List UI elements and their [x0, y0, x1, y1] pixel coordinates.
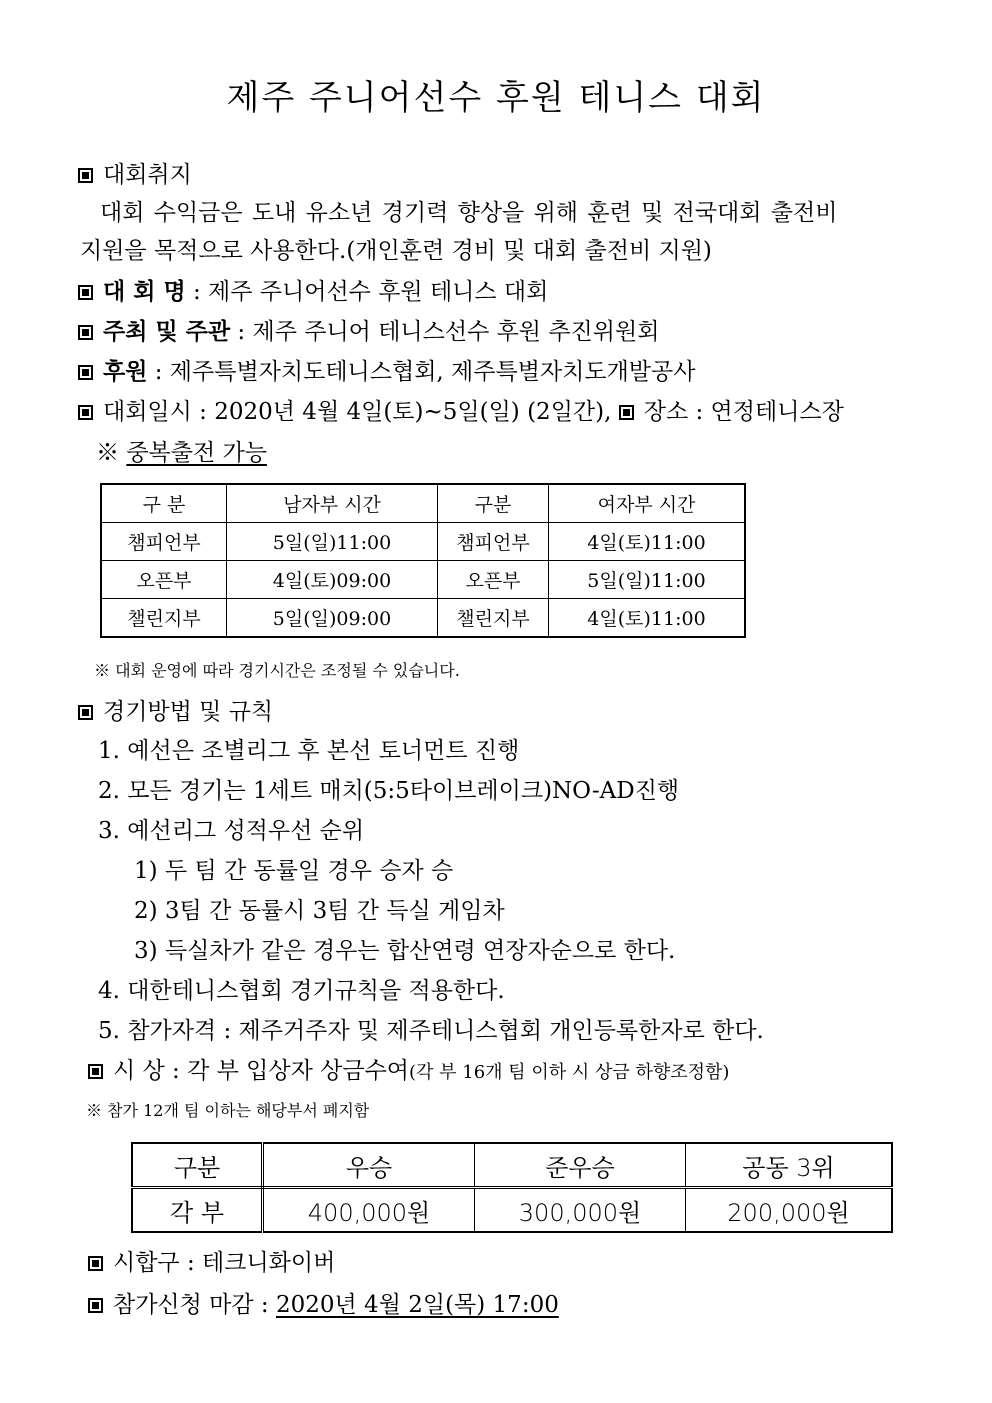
- name-row: 대 회 명 : 제주 주니어선수 후원 테니스 대회: [78, 277, 548, 307]
- table-row: [101, 523, 745, 561]
- table-row: [101, 599, 745, 638]
- bullet-square-icon: [619, 405, 634, 420]
- sponsor-row: 후원 : 제주특별자치도테니스협회, 제주특별자치도개발공사: [78, 357, 695, 387]
- table-cell: 200,000원: [686, 1188, 893, 1233]
- purpose-line-2: 지원을 목적으로 사용한다.(개인훈련 경비 및 대회 출전비 지원): [80, 238, 712, 264]
- ball-row: 시합구 : 테크니화이버: [88, 1248, 335, 1278]
- table-cell: 챔피언부: [101, 523, 227, 561]
- purpose-line-1: 대회 수익금은 도내 유소년 경기력 향상을 위해 훈련 및 전국대회 출전비: [100, 200, 838, 226]
- table-header-cell: 공동 3위: [686, 1143, 893, 1188]
- award-row: 시 상 : 각 부 입상자 상금수여(각 부 16개 팀 이하 시 상금 하향조정함): [88, 1056, 729, 1088]
- table-cell: 4일(토)09:00: [227, 561, 438, 599]
- bullet-square-icon: [78, 705, 93, 720]
- duplicate-entry-note: ※ 중복출전 가능: [96, 440, 267, 466]
- table-cell: 400,000원: [263, 1188, 475, 1233]
- award-note: ※ 참가 12개 팀 이하는 해당부서 폐지함: [86, 1101, 370, 1120]
- rule-item: 4. 대한테니스협회 경기규칙을 적용한다.: [98, 978, 505, 1004]
- table-cell: 300,000원: [475, 1188, 686, 1233]
- table-row: [132, 1188, 892, 1233]
- table-header-row: [132, 1143, 892, 1188]
- prize-table: [131, 1142, 893, 1233]
- schedule-note: ※ 대회 운영에 따라 경기시간은 조정될 수 있습니다.: [94, 661, 460, 680]
- schedule-table: [100, 483, 746, 638]
- table-cell: 챌린지부: [101, 599, 227, 638]
- table-header-cell: 구분: [132, 1143, 263, 1188]
- table-header-cell: 여자부 시간: [549, 484, 746, 523]
- table-cell: 4일(토)11:00: [549, 523, 746, 561]
- table-header-cell: 우승: [263, 1143, 475, 1188]
- rule-item: 2. 모든 경기는 1세트 매치(5:5타이브레이크)NO-AD진행: [98, 778, 680, 804]
- table-cell: 5일(일)11:00: [549, 561, 746, 599]
- bullet-square-icon: [78, 325, 93, 340]
- bullet-square-icon: [78, 168, 93, 183]
- table-header-cell: 구분: [438, 484, 549, 523]
- bullet-square-icon: [88, 1064, 103, 1079]
- table-header-cell: 남자부 시간: [227, 484, 438, 523]
- bullet-square-icon: [88, 1256, 103, 1271]
- rule-item: 5. 참가자격 : 제주거주자 및 제주테니스협회 개인등록한자로 한다.: [98, 1018, 764, 1044]
- rule-subitem: 3) 득실차가 같은 경우는 합산연령 연장자순으로 한다.: [134, 938, 676, 964]
- table-cell: 챔피언부: [438, 523, 549, 561]
- deadline-row: 참가신청 마감 : 2020년 4월 2일(목) 17:00: [88, 1290, 559, 1320]
- purpose-heading: 대회취지: [78, 160, 192, 190]
- table-header-cell: 구 분: [101, 484, 227, 523]
- table-cell: 각 부: [132, 1188, 263, 1233]
- table-cell: 챌린지부: [438, 599, 549, 638]
- table-cell: 5일(일)11:00: [227, 523, 438, 561]
- table-cell: 오픈부: [438, 561, 549, 599]
- table-row: [101, 561, 745, 599]
- host-row: 주최 및 주관 : 제주 주니어 테니스선수 후원 추진위원회: [78, 317, 659, 347]
- table-header-cell: 준우승: [475, 1143, 686, 1188]
- bullet-square-icon: [78, 285, 93, 300]
- bullet-square-icon: [78, 405, 93, 420]
- bullet-square-icon: [88, 1298, 103, 1313]
- rule-item: 1. 예선은 조별리그 후 본선 토너먼트 진행: [98, 738, 520, 764]
- bullet-square-icon: [78, 365, 93, 380]
- table-cell: 4일(토)11:00: [549, 599, 746, 638]
- rules-heading: 경기방법 및 규칙: [78, 697, 273, 727]
- rule-subitem: 1) 두 팀 간 동률일 경우 승자 승: [134, 858, 454, 884]
- rule-item: 3. 예선리그 성적우선 순위: [98, 818, 365, 844]
- page-title: 제주 주니어선수 후원 테니스 대회: [226, 78, 766, 118]
- table-cell: 5일(일)09:00: [227, 599, 438, 638]
- table-header-row: [101, 484, 745, 523]
- rule-subitem: 2) 3팀 간 동률시 3팀 간 득실 게임차: [134, 898, 505, 924]
- table-cell: 오픈부: [101, 561, 227, 599]
- date-row: 대회일시 : 2020년 4월 4일(토)~5일(일) (2일간), 장소 : 연정테니스장: [78, 397, 844, 427]
